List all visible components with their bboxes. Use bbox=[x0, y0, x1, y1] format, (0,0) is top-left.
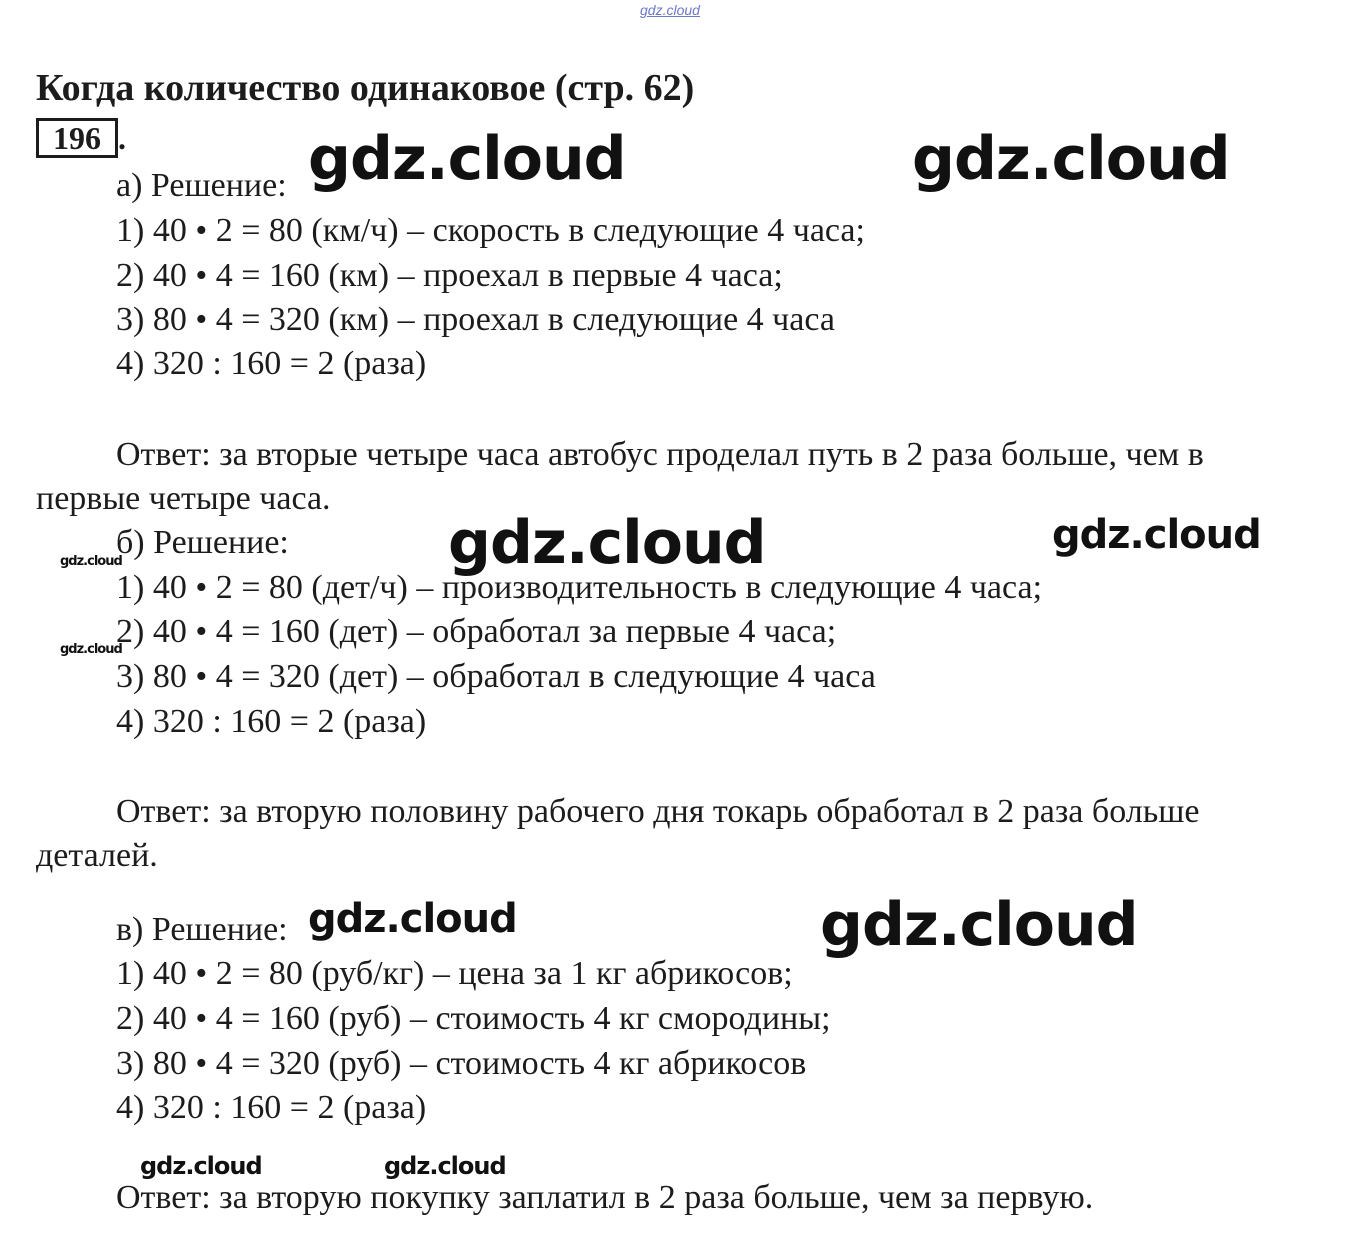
section-c-step-1: 1) 40 • 2 = 80 (руб/кг) – цена за 1 кг абрикосов; bbox=[116, 955, 793, 992]
section-a-answer: Ответ: за вторые четыре часа автобус проделал путь в 2 раза больше, чем в первые четыре часа. bbox=[36, 436, 1204, 517]
section-a-step-2: 2) 40 • 4 = 160 (км) – проехал в первые 4 часа; bbox=[116, 257, 783, 294]
section-c-step-2: 2) 40 • 4 = 160 (руб) – стоимость 4 кг смородины; bbox=[116, 1000, 831, 1037]
section-a-step-3: 3) 80 • 4 = 320 (км) – проехал в следующие 4 часа bbox=[116, 301, 835, 338]
watermark-text: gdz.cloud bbox=[820, 890, 1138, 960]
watermark-text: gdz.cloud bbox=[448, 508, 766, 578]
section-b-step-3: 3) 80 • 4 = 320 (дет) – обработал в следующие 4 часа bbox=[116, 658, 876, 695]
section-c-step-3: 3) 80 • 4 = 320 (руб) – стоимость 4 кг абрикосов bbox=[116, 1045, 807, 1082]
section-c-step-4: 4) 320 : 160 = 2 (раза) bbox=[116, 1089, 427, 1126]
section-a-step-1: 1) 40 • 2 = 80 (км/ч) – скорость в следующие 4 часа; bbox=[116, 212, 865, 249]
watermark-text: gdz.cloud bbox=[140, 1152, 262, 1180]
section-b-answer: Ответ: за вторую половину рабочего дня токарь обработал в 2 раза больше деталей. bbox=[36, 793, 1200, 874]
problem-number-suffix: . bbox=[118, 120, 126, 156]
watermark-text: gdz.cloud bbox=[60, 642, 122, 657]
watermark-text: gdz.cloud bbox=[912, 124, 1230, 194]
top-watermark-link[interactable]: gdz.cloud bbox=[640, 2, 700, 18]
section-c-heading: в) Решение: bbox=[116, 911, 288, 948]
watermark-text: gdz.cloud bbox=[308, 896, 517, 942]
section-a-step-4: 4) 320 : 160 = 2 (раза) bbox=[116, 345, 427, 382]
watermark-text: gdz.cloud bbox=[384, 1152, 506, 1180]
page-title: Когда количество одинаковое (стр. 62) bbox=[36, 67, 695, 109]
section-b-step-4: 4) 320 : 160 = 2 (раза) bbox=[116, 703, 427, 740]
watermark-text: gdz.cloud bbox=[1052, 512, 1261, 558]
problem-number-box: 196 bbox=[36, 118, 118, 158]
section-a-heading: а) Решение: bbox=[116, 167, 287, 204]
section-b-heading: б) Решение: bbox=[116, 524, 289, 561]
section-c-answer: Ответ: за вторую покупку заплатил в 2 раза больше, чем за первую. bbox=[116, 1179, 1094, 1216]
section-b-step-2: 2) 40 • 4 = 160 (дет) – обработал за первые 4 часа; bbox=[116, 613, 837, 650]
watermark-text: gdz.cloud bbox=[308, 124, 626, 194]
watermark-text: gdz.cloud bbox=[60, 554, 122, 569]
section-b-step-1: 1) 40 • 2 = 80 (дет/ч) – производительность в следующие 4 часа; bbox=[116, 569, 1043, 606]
